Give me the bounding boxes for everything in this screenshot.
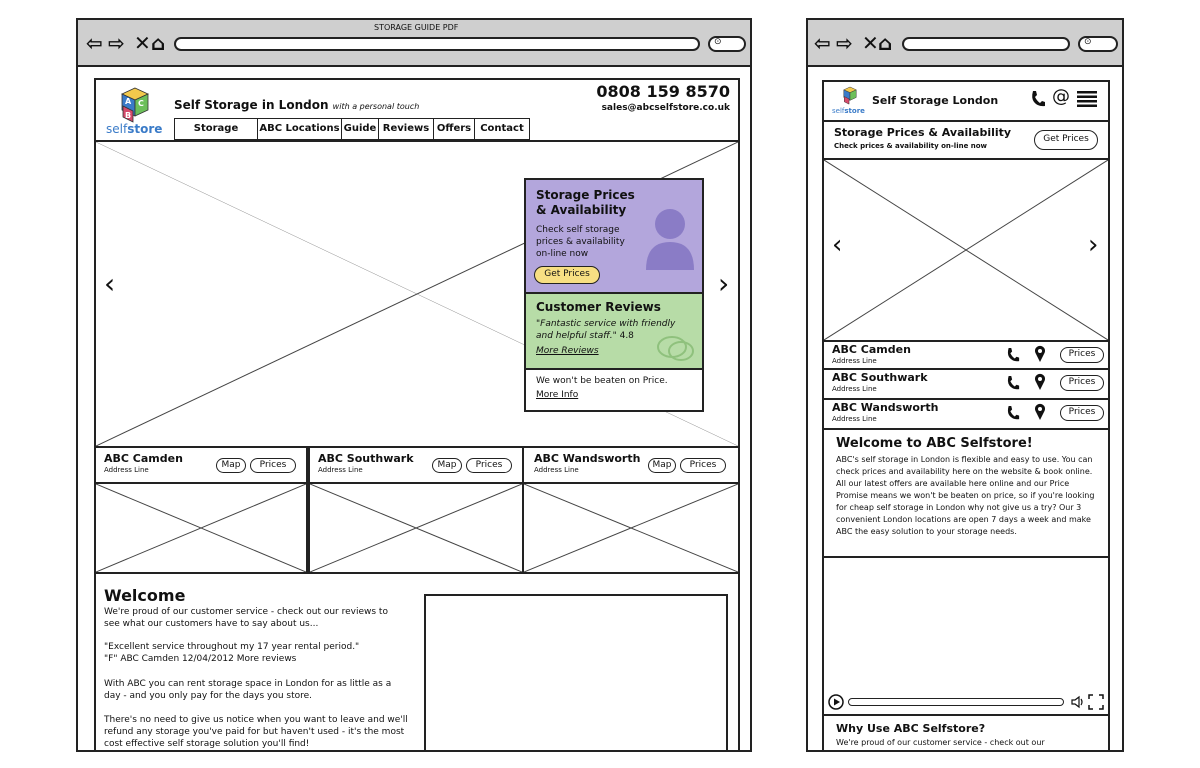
search-box[interactable] <box>708 36 746 52</box>
video-player <box>824 556 1108 716</box>
window-title: STORAGE GUIDE PDF <box>374 23 459 32</box>
promo-title-line1: Storage Prices <box>536 188 635 202</box>
logo-word-store: store <box>127 122 163 136</box>
prices-button[interactable]: Prices <box>466 458 512 473</box>
location-address: Address Line <box>832 415 877 423</box>
mobile-carousel-next[interactable]: › <box>1088 230 1099 260</box>
mobile-logo-wordmark <box>832 107 865 115</box>
map-pin-icon[interactable] <box>1034 373 1046 391</box>
mobile-browser-toolbar <box>808 20 1122 67</box>
welcome-heading: Welcome <box>104 586 186 605</box>
phone-number[interactable]: 0808 159 8570 <box>596 82 730 101</box>
browser-toolbar <box>78 20 750 67</box>
welcome-refund-text: There's no need to give us notice when you want to leave and we'll refund any storage you've paid for but haven't used - it's the most cost effective self storage solution you'll find! <box>104 715 408 749</box>
location-name: ABC Wandsworth <box>534 452 641 465</box>
hamburger-menu-icon[interactable] <box>1076 90 1098 108</box>
location-name: ABC Wandsworth <box>832 401 939 414</box>
mobile-carousel-prev[interactable]: ‹ <box>832 230 843 260</box>
close-icon[interactable]: ✕ <box>862 31 879 55</box>
nav-reviews[interactable]: Reviews <box>378 118 434 140</box>
prices-button[interactable]: Prices <box>1060 405 1104 421</box>
logo-word-self: self <box>106 122 128 136</box>
map-pin-icon[interactable] <box>1034 403 1046 421</box>
desktop-browser-window <box>76 18 752 752</box>
location-name: ABC Southwark <box>318 452 414 465</box>
prices-button[interactable]: Prices <box>1060 347 1104 363</box>
logo-wordmark <box>106 122 162 136</box>
phone-icon[interactable] <box>1030 90 1046 108</box>
nav-storage-prices[interactable]: Storage <box>174 118 258 140</box>
tagline: with a personal touch <box>332 102 420 111</box>
logo-word-self: self <box>832 107 845 115</box>
location-card-wandsworth <box>522 446 740 574</box>
home-icon[interactable]: ⌂ <box>878 31 893 55</box>
search-icon: ⊙ <box>1084 37 1092 47</box>
mobile-location-row[interactable] <box>822 400 1110 430</box>
close-icon[interactable]: ✕ <box>134 31 151 55</box>
welcome-intro: We're proud of our customer service - check out our reviews to see what our customers have to say about us... <box>104 607 388 629</box>
location-image <box>94 482 308 574</box>
map-button[interactable]: Map <box>432 458 462 473</box>
speech-bubble-icon <box>656 334 696 364</box>
prices-button[interactable]: Prices <box>250 458 296 473</box>
nav-offers[interactable]: Offers <box>433 118 475 140</box>
mobile-location-row[interactable] <box>822 370 1110 400</box>
phone-icon[interactable] <box>1006 375 1020 391</box>
location-image <box>308 482 524 574</box>
svg-text:B: B <box>125 111 132 120</box>
map-button[interactable]: Map <box>216 458 246 473</box>
promo-title-line2: & Availability <box>536 203 627 217</box>
nav-guide[interactable]: Guide <box>341 118 379 140</box>
home-icon[interactable]: ⌂ <box>151 31 166 55</box>
carousel-next-button[interactable]: › <box>718 267 730 300</box>
phone-icon[interactable] <box>1006 405 1020 421</box>
get-prices-button[interactable]: Get Prices <box>534 266 600 284</box>
review-quote-text: "Fantastic service with friendly and helpful staff." <box>536 319 676 341</box>
welcome-quote: "Excellent service throughout my 17 year rental period." <box>104 642 360 652</box>
main-nav <box>174 118 534 140</box>
mobile-header-divider <box>824 120 1108 122</box>
video-progress-bar[interactable] <box>848 698 1064 706</box>
promo-body: Check self storage prices & availability on-line now <box>536 225 625 259</box>
search-icon: ⊙ <box>714 37 722 47</box>
fullscreen-icon[interactable] <box>1088 694 1104 710</box>
search-box[interactable] <box>1078 36 1118 52</box>
location-address: Address Line <box>832 385 877 393</box>
price-promise-panel <box>524 370 704 412</box>
customer-reviews-panel <box>524 294 704 370</box>
welcome-attribution[interactable]: "F" ABC Camden 12/04/2012 More reviews <box>104 654 297 664</box>
location-address: Address Line <box>318 466 363 474</box>
nav-abc-locations[interactable]: ABC Locations <box>257 118 342 140</box>
back-arrow-icon[interactable]: ⇦ <box>814 31 831 55</box>
phone-icon[interactable] <box>1006 347 1020 363</box>
back-arrow-icon[interactable]: ⇦ <box>86 31 103 55</box>
map-pin-icon[interactable] <box>1034 345 1046 363</box>
mobile-prices-subtitle: Check prices & availability on-line now <box>834 142 988 150</box>
location-name: ABC Camden <box>104 452 183 465</box>
carousel-prev-button[interactable]: ‹ <box>104 267 116 300</box>
forward-arrow-icon[interactable]: ⇨ <box>108 31 125 55</box>
map-button[interactable]: Map <box>648 458 676 473</box>
mobile-page <box>822 80 1110 752</box>
mobile-site-title: Self Storage London <box>872 94 999 107</box>
location-card-southwark <box>308 446 524 574</box>
play-icon[interactable] <box>828 694 844 710</box>
logo-word-store: store <box>844 107 865 115</box>
location-address: Address Line <box>534 466 579 474</box>
user-icon <box>644 204 696 272</box>
svg-text:C: C <box>138 99 144 108</box>
location-name: ABC Camden <box>832 343 911 356</box>
mobile-location-row[interactable] <box>822 340 1110 370</box>
mobile-carousel-image <box>822 158 1110 342</box>
address-bar[interactable] <box>902 37 1070 51</box>
email-address[interactable]: sales@abcselfstore.co.uk <box>601 103 730 113</box>
desktop-page <box>94 78 740 752</box>
site-title <box>174 98 419 112</box>
location-address: Address Line <box>832 357 877 365</box>
mobile-welcome-heading: Welcome to ABC Selfstore! <box>836 436 1033 451</box>
location-card-camden <box>94 446 308 574</box>
mobile-welcome-body: ABC's self storage in London is flexible and easy to use. You can check prices and availability here on the website & book online. All our latest offers are available here online and our Price Promise means we won't be beaten on price, so if you're looking for cheap self storage in London why not give us a try? Our 3 convenient London locations are open 7 days a week and make ABC the easy solution to your storage needs. <box>836 455 1095 536</box>
mobile-get-prices-button[interactable]: Get Prices <box>1034 130 1098 150</box>
prices-button[interactable]: Prices <box>1060 375 1104 391</box>
reviews-title: Customer Reviews <box>536 300 661 314</box>
forward-arrow-icon[interactable]: ⇨ <box>836 31 853 55</box>
more-reviews-link[interactable]: More Reviews <box>536 346 599 356</box>
mobile-browser-window <box>806 18 1124 752</box>
volume-icon[interactable] <box>1070 694 1086 710</box>
mobile-prices-title: Storage Prices & Availability <box>834 126 1012 139</box>
location-image <box>522 482 740 574</box>
review-score: 4.8 <box>619 331 634 341</box>
price-promise-text: We won't be beaten on Price. <box>536 376 668 386</box>
more-info-link[interactable]: More Info <box>536 390 579 400</box>
mobile-why-body: We're proud of our customer service - check out our <box>836 738 1045 747</box>
nav-contact[interactable]: Contact <box>474 118 530 140</box>
at-icon[interactable]: @ <box>1052 86 1070 107</box>
mobile-why-heading: Why Use ABC Selfstore? <box>836 722 986 735</box>
location-address: Address Line <box>104 466 149 474</box>
location-name: ABC Southwark <box>832 371 928 384</box>
svg-text:A: A <box>125 97 132 106</box>
promo-prices-panel <box>524 178 704 294</box>
prices-button[interactable]: Prices <box>680 458 726 473</box>
site-title-text: Self Storage in London <box>174 98 329 112</box>
welcome-media-placeholder <box>424 594 728 752</box>
address-bar[interactable] <box>174 37 700 51</box>
welcome-rent-text: With ABC you can rent storage space in London for as little as a day - and you only pay for the days you store. <box>104 679 392 701</box>
